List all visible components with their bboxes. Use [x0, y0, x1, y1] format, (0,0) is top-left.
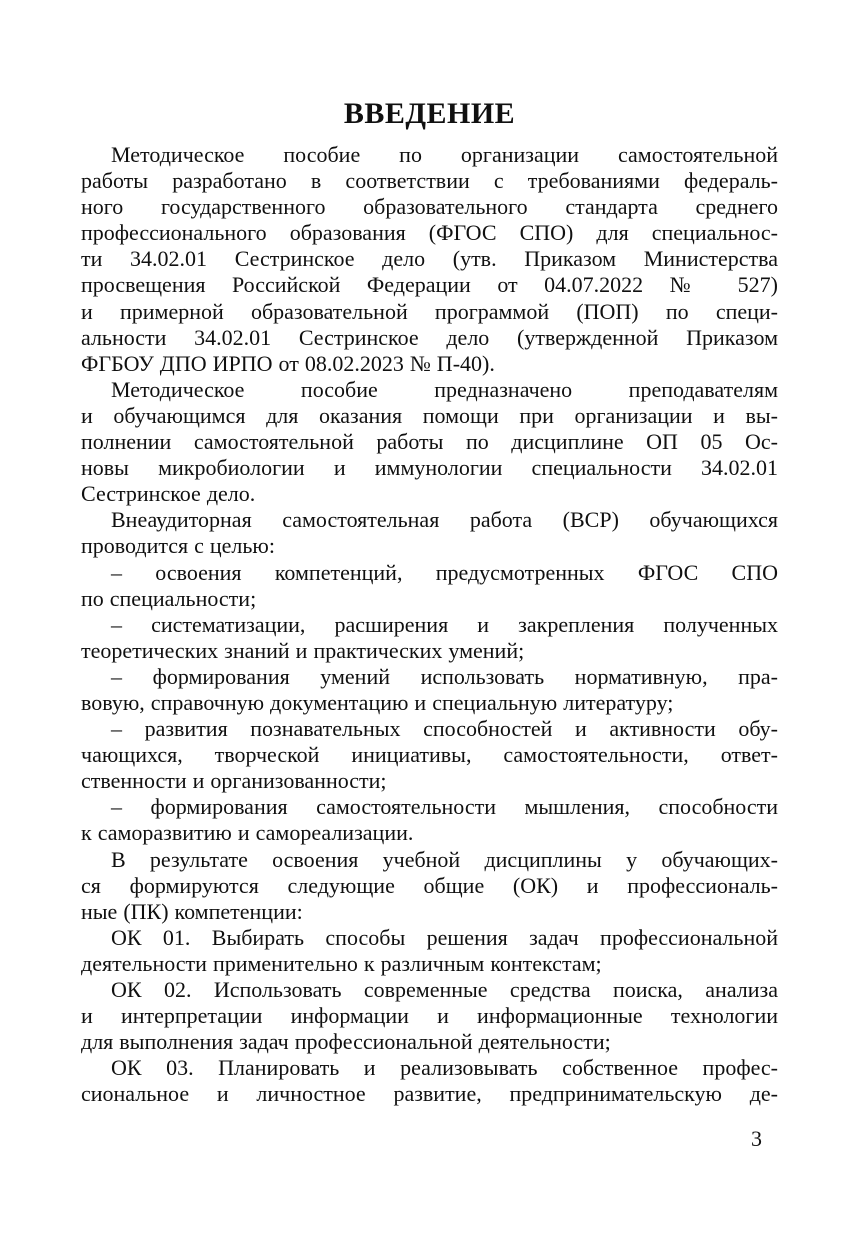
text-line: – развития познавательных способностей и активности обу-	[111, 716, 778, 742]
paragraph	[81, 977, 778, 1055]
text-line: по специальности;	[81, 585, 257, 611]
text-line: ти 34.02.01 Сестринское дело (утв. Приказом Министерства	[81, 246, 778, 272]
text-line: полнении самостоятельной работы по дисциплине ОП 05 Ос-	[81, 429, 778, 455]
paragraph	[81, 847, 778, 925]
text-line: и интерпретации информации и информационные технологии	[81, 1003, 778, 1029]
text-line: ОК 01. Выбирать способы решения задач профессиональной	[111, 924, 778, 950]
text-line: ного государственного образовательного стандарта среднего	[81, 194, 778, 220]
text-line: Методическое пособие предназначено преподавателям	[111, 376, 778, 402]
list-item	[81, 716, 778, 794]
text-line: новы микробиологии и иммунологии специальности 34.02.01	[81, 455, 778, 481]
text-line: Методическое пособие по организации самостоятельной	[111, 142, 778, 167]
text-line: к саморазвитию и самореализации.	[81, 820, 414, 846]
text-line: – систематизации, расширения и закрепления полученных	[111, 611, 778, 637]
text-line: Внеаудиторная самостоятельная работа (ВСР) обучающихся	[111, 507, 778, 533]
list-item	[81, 664, 778, 716]
page-number: 3	[751, 1126, 762, 1151]
paragraph	[81, 142, 778, 377]
text-line: ОК 03. Планировать и реализовывать собственное профес-	[111, 1055, 778, 1081]
text-line: ственности и организованности;	[81, 768, 387, 794]
text-line: чающихся, творческой инициативы, самостоятельности, ответ-	[81, 742, 778, 768]
text-line: и обучающимся для оказания помощи при организации и вы-	[81, 402, 778, 428]
text-line: – формирования самостоятельности мышления, способности	[111, 794, 778, 820]
paragraph	[81, 925, 778, 977]
list-item	[81, 794, 778, 846]
text-line: сиональное и личностное развитие, предпринимательскую де-	[81, 1081, 778, 1107]
text-line: вовую, справочную документацию и специальную литературу;	[81, 689, 674, 715]
text-line: и примерной образовательной программой (ПОП) по специ-	[81, 298, 778, 324]
text-line: деятельности применительно к различным контекстам;	[81, 950, 602, 976]
text-line: работы разработано в соответствии с требованиями федераль-	[81, 168, 778, 194]
text-column	[81, 0, 778, 1107]
text-line: ся формируются следующие общие (ОК) и профессиональ-	[81, 872, 778, 898]
page-title: ВВЕДЕНИЕ	[343, 97, 516, 130]
text-line: Сестринское дело.	[81, 481, 256, 507]
body-text	[81, 142, 778, 1107]
text-line: В результате освоения учебной дисциплины у обучающих-	[111, 846, 778, 872]
list-item	[81, 560, 778, 612]
paragraph	[81, 507, 778, 559]
text-line: для выполнения задач профессиональной деятельности;	[81, 1029, 611, 1055]
paragraph	[81, 377, 778, 507]
text-line: просвещения Российской Федерации от 04.07.2022 № 527)	[81, 272, 778, 298]
text-line: теоретических знаний и практических умений;	[81, 637, 525, 663]
text-line: профессионального образования (ФГОС СПО) для специальнос-	[81, 220, 778, 246]
paragraph	[81, 1055, 778, 1107]
text-line: ФГБОУ ДПО ИРПО от 08.02.2023 № П-40).	[81, 350, 495, 376]
list-item	[81, 612, 778, 664]
text-line: ОК 02. Использовать современные средства поиска, анализа	[111, 977, 778, 1002]
text-line: ные (ПК) компетенции:	[81, 898, 303, 924]
text-line: проводится с целью:	[81, 533, 275, 559]
text-line: – освоения компетенций, предусмотренных ФГОС СПО	[111, 559, 778, 585]
text-line: альности 34.02.01 Сестринское дело (утвержденной Приказом	[81, 324, 778, 350]
text-line: – формирования умений использовать нормативную, пра-	[111, 663, 778, 689]
